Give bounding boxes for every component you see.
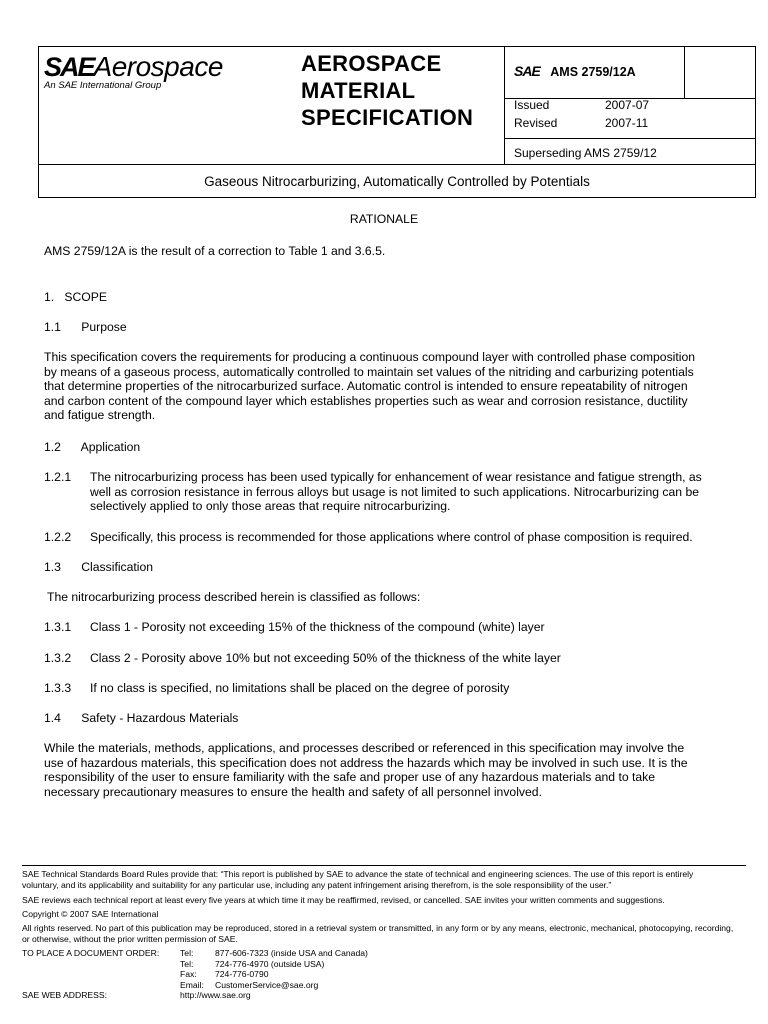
contact-value: 724-776-4970 (outside USA) (215, 958, 325, 969)
title-line-2: MATERIAL (301, 78, 416, 103)
footer-review-text: SAE reviews each technical report at least every five years at which time it may be reaffirmed, revised, or cancelled. SAE invites your written comments and suggestions. (22, 895, 665, 905)
clause-1-3-2-number: 1.3.2 (44, 651, 72, 665)
purpose-line: by means of a gaseous process, automatically controlled to maintain set values of the nitriding and carburizing potentials (44, 364, 694, 379)
contact-row (180, 959, 368, 970)
sae-aerospace-logo (44, 53, 223, 81)
footer-line: or otherwise, without the prior written permission of SAE. (22, 933, 238, 944)
document-type-title (301, 50, 473, 131)
footer-rules-text (22, 869, 746, 890)
logo-sae-text: SAE (44, 52, 94, 82)
safety-paragraph (44, 741, 724, 799)
clause-1-3-3-number: 1.3.3 (44, 681, 72, 695)
issued-value: 2007-07 (605, 98, 650, 112)
superseding-note: Superseding AMS 2759/12 (514, 146, 657, 160)
footer-line: voluntary, and its applicability and suitability for any particular use, including any patent infringement arising therefrom, is the sole responsibility of the user.” (22, 879, 612, 890)
safety-line: responsibility of the user to ensure familiarity with the safe and proper use of any hazardous materials and to take (44, 770, 656, 784)
contact-label: Tel: (180, 958, 194, 969)
contact-list (180, 948, 368, 990)
classification-intro: The nitrocarburizing process described herein is classified as follows: (47, 590, 421, 604)
section-1-1-heading: 1.1 Purpose (44, 320, 127, 334)
section-1-heading: 1. SCOPE (44, 290, 107, 304)
small-sae-logo: SAE (514, 63, 540, 79)
footer-rule (22, 865, 746, 866)
purpose-line: that determine properties of the nitrocarburized surface. Automatic control is intended to ensure repeatability of nitrogen (44, 379, 688, 393)
safety-line: necessary precautionary measures to ensure the health and safety of all personnel involved. (44, 784, 542, 799)
clause-1-3-2-text: Class 2 - Porosity above 10% but not exceeding 50% of the thickness of the white layer (90, 651, 561, 665)
logo-aerospace-text: Aerospace (93, 51, 223, 82)
purpose-line: This specification covers the requirements for producing a continuous compound layer with controlled phase composition (44, 350, 696, 364)
clause-line: The nitrocarburizing process has been used typically for enhancement of wear resistance and fatigue strength, as (90, 470, 702, 484)
section-1-3-heading: 1.3 Classification (44, 560, 154, 574)
clause-1-3-1-number: 1.3.1 (44, 620, 72, 634)
contact-label: Tel: (180, 948, 194, 958)
contact-label: Email: (180, 979, 204, 990)
revised-label: Revised (514, 116, 558, 130)
rationale-text: AMS 2759/12A is the result of a correction to Table 1 and 3.6.5. (44, 244, 386, 258)
logo-tagline: An SAE International Group (44, 80, 162, 91)
ams-number-cell (514, 63, 636, 81)
section-1-4-heading: 1.4 Safety - Hazardous Materials (44, 711, 239, 725)
web-address-label: SAE WEB ADDRESS: (22, 990, 108, 1000)
contact-value: 724-776-0790 (215, 969, 269, 979)
purpose-line: and fatigue strength. (44, 408, 156, 422)
contact-value: 877-606-7323 (inside USA and Canada) (215, 948, 368, 958)
section-1-2-heading: 1.2 Application (44, 440, 141, 454)
title-line-1: AEROSPACE (301, 51, 442, 76)
ams-number: AMS 2759/12A (550, 65, 636, 79)
document-subtitle: Gaseous Nitrocarburizing, Automatically Controlled by Potentials (204, 174, 590, 189)
order-label: TO PLACE A DOCUMENT ORDER: (22, 948, 160, 958)
contact-email-link[interactable]: CustomerService@sae.org (215, 979, 319, 990)
web-address-link[interactable]: http://www.sae.org (180, 990, 251, 1000)
contact-row (180, 969, 368, 980)
clause-1-2-1-number: 1.2.1 (44, 470, 72, 484)
clause-1-2-1-text (90, 470, 724, 514)
revised-value: 2007-11 (605, 116, 649, 130)
footer-line: All rights reserved. No part of this publication may be reproduced, stored in a retrieval system or transmitted, in any form or by any means, electronic, mechanical, photocopying, recording, (22, 923, 734, 933)
contact-row (180, 980, 368, 991)
clause-1-3-1-text: Class 1 - Porosity not exceeding 15% of the thickness of the compound (white) layer (90, 620, 545, 634)
title-line-3: SPECIFICATION (301, 105, 474, 130)
issued-label: Issued (514, 98, 550, 112)
purpose-line: and carbon content of the compound layer which establishes properties such as wear and corrosion resistance, ductility (44, 393, 688, 408)
footer-line: SAE Technical Standards Board Rules provide that: “This report is published by SAE to advance the state of technical and engineering sciences. The use of this report is entirely (22, 869, 694, 879)
safety-line: use of hazardous materials, this specification does not address the hazards which may be involved in such use. It is the (44, 755, 688, 770)
clause-1-2-2-number: 1.2.2 (44, 530, 72, 544)
safety-line: While the materials, methods, applications, and processes described or referenced in this specification may involve the (44, 741, 685, 755)
footer-copyright: Copyright © 2007 SAE International (22, 909, 159, 919)
purpose-paragraph (44, 350, 724, 423)
contact-row (180, 948, 368, 959)
clause-line: well as corrosion resistance in ferrous alloys but usage is not limited to such applications. Nitrocarburizing can be (90, 484, 699, 499)
clause-line: selectively applied to only those areas that require nitrocarburizing. (90, 499, 451, 513)
clause-1-3-3-text: If no class is specified, no limitations shall be placed on the degree of porosity (90, 681, 510, 695)
footer-rights-text (22, 923, 746, 944)
rationale-heading: RATIONALE (349, 212, 419, 226)
clause-1-2-2-text: Specifically, this process is recommended for those applications where control of phase composition is required. (90, 530, 693, 544)
contact-label: Fax: (180, 969, 197, 979)
